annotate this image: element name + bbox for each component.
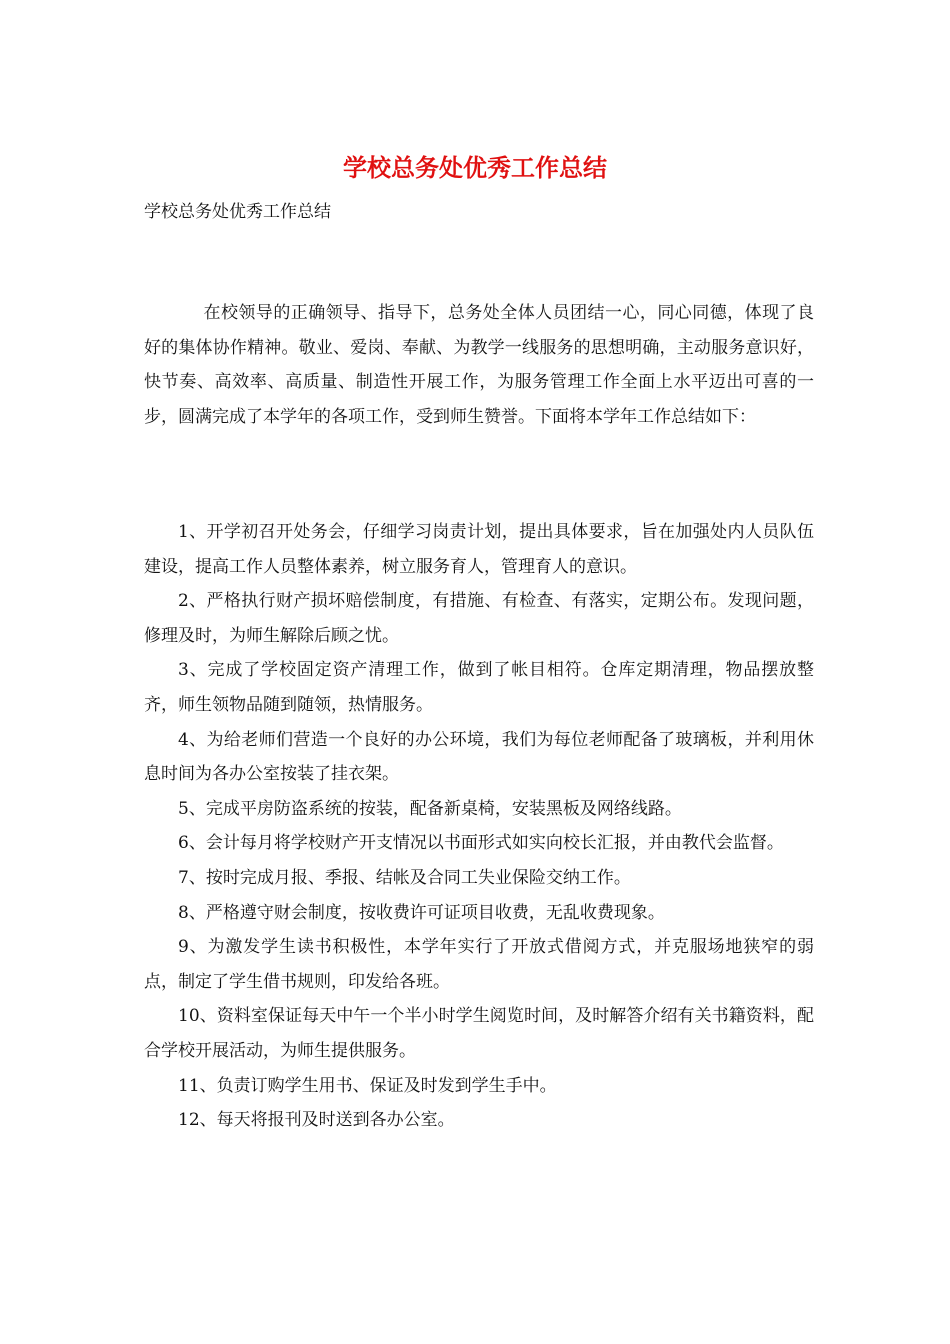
document-title: 学校总务处优秀工作总结	[343, 153, 607, 182]
list-item: 4、为给老师们营造一个良好的办公环境，我们为每位老师配备了玻璃板，并利用休息时间为各办公室按装了挂衣架。	[144, 729, 814, 785]
list-item: 12、每天将报刊及时送到各办公室。	[178, 1110, 455, 1131]
list-item: 6、会计每月将学校财产开支情况以书面形式如实向校长汇报，并由教代会监督。	[178, 833, 784, 854]
work-items-list	[144, 515, 814, 1138]
list-item: 7、按时完成月报、季报、结帐及合同工失业保险交纳工作。	[178, 867, 631, 888]
intro-section	[144, 296, 814, 434]
list-item: 9、为激发学生读书积极性，本学年实行了开放式借阅方式，并克服场地狭窄的弱点，制定了学生借书规则，印发给各班。	[144, 937, 814, 992]
list-item: 1、开学初召开处务会，仔细学习岗责计划，提出具体要求，旨在加强处内人员队伍建设，提高工作人员整体素养，树立服务育人，管理育人的意识。	[144, 522, 814, 577]
intro-paragraph: 在校领导的正确领导、指导下，总务处全体人员团结一心，同心同德，体现了良好的集体协作精神。敬业、爱岗、奉献、为教学一线服务的思想明确，主动服务意识好，快节奏、高效率、高质量、制造性开展工作，为服务管理工作全面上水平迈出可喜的一步，圆满完成了本学年的各项工作，受到师生赞誉。下面将本学年工作总结如下：	[144, 303, 814, 427]
list-item: 3、完成了学校固定资产清理工作，做到了帐目相符。仓库定期清理，物品摆放整齐，师生领物品随到随领，热情服务。	[144, 660, 814, 715]
document-subtitle: 学校总务处优秀工作总结	[144, 202, 331, 222]
list-item: 10、资料室保证每天中午一个半小时学生阅览时间，及时解答介绍有关书籍资料，配合学校开展活动，为师生提供服务。	[144, 1006, 814, 1061]
list-item: 11、负责订购学生用书、保证及时发到学生手中。	[178, 1075, 557, 1096]
list-item: 5、完成平房防盗系统的按装，配备新桌椅，安装黑板及网络线路。	[178, 798, 682, 819]
list-item: 2、严格执行财产损坏赔偿制度，有措施、有检查、有落实，定期公布。发现问题，修理及时，为师生解除后顾之忧。	[144, 591, 814, 646]
list-item: 8、严格遵守财会制度，按收费许可证项目收费，无乱收费现象。	[178, 902, 665, 923]
